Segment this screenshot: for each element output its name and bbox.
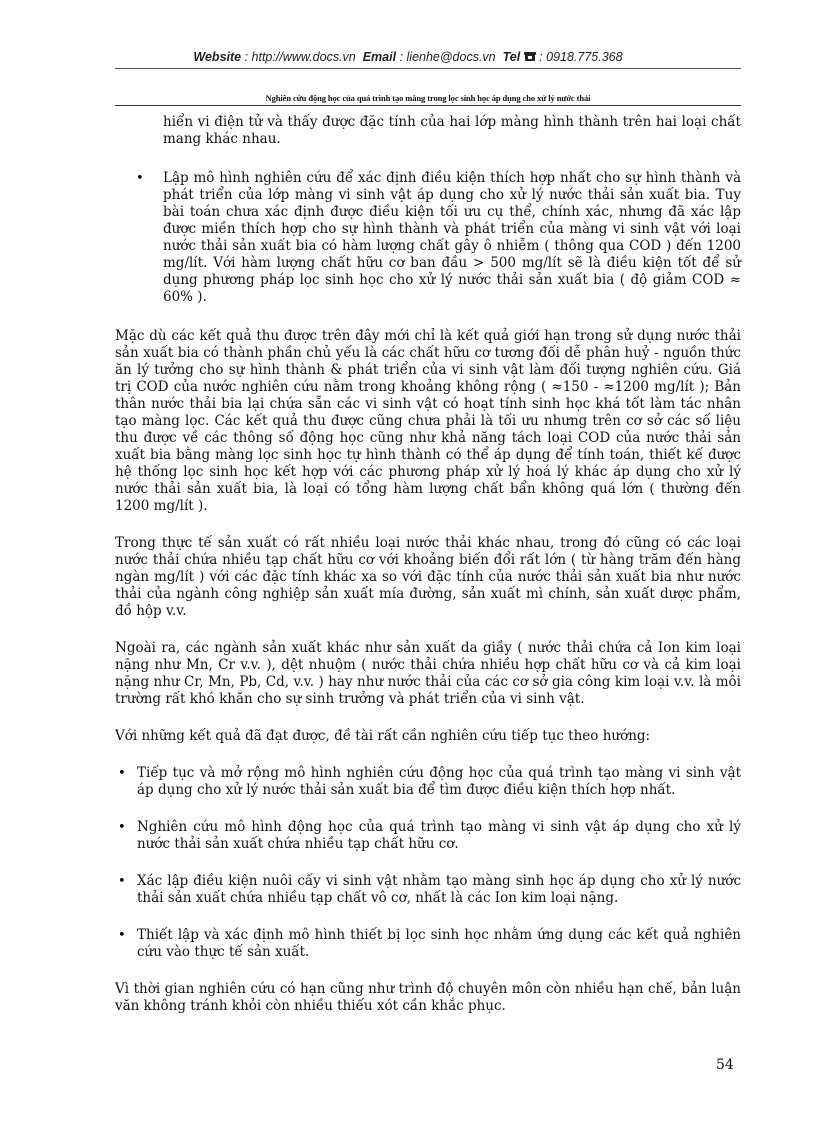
list-item-text: Thiết lập và xác định mô hình thiết bị lọc sinh học nhằm ứng dụng các kết quả nghiên cứu vào thực tế sản xuất. (137, 927, 741, 960)
paragraph: Mặc dù các kết quả thu được trên đây mới chỉ là kết quả giới hạn trong sử dụng nước thải sản xuất bia có thành phần chủ yếu là các chất hữu cơ tương đối dễ phân huỷ - nguồn thức ăn lý tưởng cho sự hình thành & phát triển của vi sinh vật làm đối tượng nghiên cứu. Giá trị COD của nước nghiên cứu nằm trong khoảng không rộng ( ≈150 - ≈1200 mg/lít ); Bản thân nước thải bia lại chứa sẵn các vi sinh vật có hoạt tính sinh học khá tốt làm tác nhân tạo màng lọc. Các kết quả thu được cũng chưa phải là tối ưu nhưng trên cơ sở các số liệu thu được về các thông số động học cũng như khả năng tách loại COD của nước thải sản xuất bia bằng màng lọc sinh học tự hình thành có thể áp dụng để tính toán, thiết kế được hệ thống lọc sinh học kết hợp với các phương pháp xử lý hoá lý khác áp dụng cho xử lý nước thải sản xuất bia, là loại có tổng hàm lượng chất bẩn không quá lớn ( thường đến 1200 mg/lít ). (115, 328, 741, 514)
list-item-text: Tiếp tục và mở rộng mô hình nghiên cứu động học của quá trình tạo màng vi sinh vật áp dụng cho xử lý nước thải sản xuất bia để tìm được điều kiện thích hợp nhất. (137, 765, 741, 798)
email-address[interactable]: : lienhe@docs.vn (399, 50, 496, 64)
bullet-icon: • (118, 928, 126, 943)
bullet-icon: • (136, 171, 144, 186)
bullet-icon: • (118, 766, 126, 781)
list-item-text: Xác lập điều kiện nuôi cấy vi sinh vật nhằm tạo màng sinh học áp dụng cho xử lý nước thải sản xuất chứa nhiều tạp chất vô cơ, nhất là các Ion kim loại nặng. (137, 873, 741, 906)
tel-label: Tel (502, 50, 521, 64)
email-label: Email (362, 50, 397, 64)
list-item-text: Lập mô hình nghiên cứu để xác định điều kiện thích hợp nhất cho sự hình thành và phát triển của lớp màng vi sinh vật áp dụng cho xử lý nước thải sản xuất bia. Tuy bài toán chưa xác định được điều kiện tối ưu cụ thể, chính xác, nhưng đã xác lập được miền thích hợp cho sự hình thành và phát triển của màng vi sinh vật với loại nước thải sản xuất bia có hàm lượng chất gây ô nhiễm ( thông qua COD ) đến 1200 mg/lít. Với hàm lượng chất hữu cơ ban đầu > 500 mg/lít sẽ là điều kiện tốt để sử dụng phương pháp lọc sinh học cho xử lý nước thải sản xuất bia ( độ giảm COD ≈ 60% ). (163, 170, 741, 305)
list-item (118, 873, 741, 907)
list-item (118, 765, 741, 799)
tel-number: : 0918.775.368 (539, 50, 623, 64)
paragraph: Trong thực tế sản xuất có rất nhiều loại nước thải khác nhau, trong đó cũng có các loại nước thải chứa nhiều tạp chất hữu cơ với khoảng biến đổi rất lớn ( từ hàng trăm đến hàng ngàn mg/lít ) với các đặc tính khác xa so với đặc tính của nước thải sản xuất bia như nước thải của ngành công nghiệp sản xuất mía đường, sản xuất mì chính, sản xuất dược phẩm, đồ hộp v.v. (115, 535, 741, 619)
list-item (118, 927, 741, 961)
bullet-icon: • (118, 820, 126, 835)
header-divider-bottom (115, 105, 741, 106)
phone-icon (524, 51, 536, 66)
site-header (0, 50, 816, 66)
paragraph: Ngoài ra, các ngành sản xuất khác như sản xuất da giầy ( nước thải chứa cả Ion kim loại nặng như Mn, Cr v.v. ), dệt nhuộm ( nước thải chứa nhiều hợp chất hữu cơ và cả kim loại nặng như Cr, Mn, Pb, Cd, v.v. ) hay như nước thải của các cơ sở gia công kim loại v.v. là môi trường rất khó khăn cho sự sinh trưởng và phát triển của vi sinh vật. (115, 640, 741, 707)
list-item-text: Nghiên cứu mô hình động học của quá trình tạo màng vi sinh vật áp dụng cho xử lý nước thải sản xuất chứa nhiều tạp chất hữu cơ. (137, 819, 741, 852)
website-label: Website (193, 50, 242, 64)
running-title: Nghiên cứu động học của quá trình tạo màng trong lọc sinh học áp dụng cho xử lý nước thải (265, 93, 591, 103)
website-url[interactable]: : http://www.docs.vn (244, 50, 356, 64)
list-item (136, 170, 741, 306)
paragraph: Vì thời gian nghiên cứu có hạn cũng như trình độ chuyên môn còn nhiều hạn chế, bản luận văn không tránh khỏi còn nhiều thiếu xót cần khắc phục. (115, 981, 741, 1014)
bullet-icon: • (118, 874, 126, 889)
page-body (115, 114, 741, 1035)
bullet-list-bottom (115, 765, 741, 961)
bullet-list-top (115, 170, 741, 306)
list-item (118, 819, 741, 853)
continuation-text: hiển vi điện tử và thấy được đặc tính của hai lớp màng hình thành trên hai loại chất mang khác nhau. (163, 114, 741, 147)
paragraph: Với những kết quả đã đạt được, đề tài rất cần nghiên cứu tiếp tục theo hướng: (115, 728, 651, 744)
header-divider-top (115, 68, 741, 69)
page-number: 54 (716, 1057, 734, 1073)
